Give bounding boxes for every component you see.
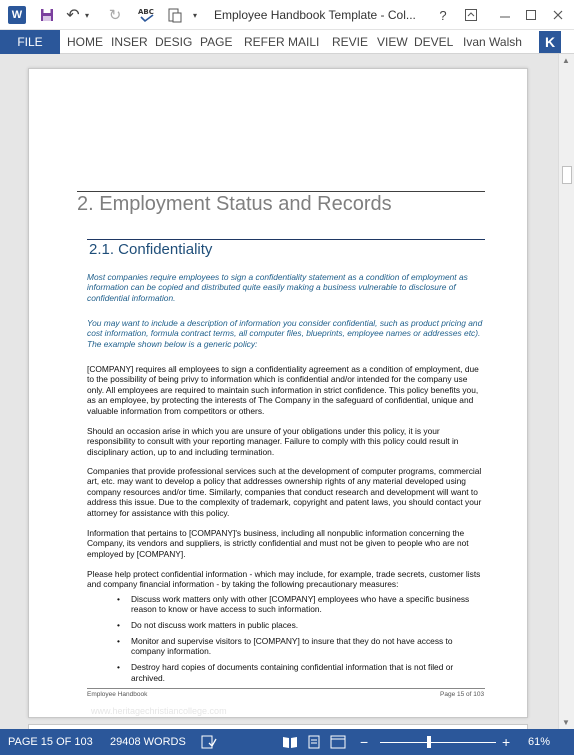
word-logo: W [8,6,26,24]
undo-icon[interactable]: ↶ [66,7,80,24]
body-paragraph: Information that pertains to [COMPANY]'s business, including all nonpublic information concerning the Company, its vendors and suppliers, is strictly confidential and must not be given to people who are not employed by [COMPANY]. [87,528,469,559]
heading-1: 2. Employment Status and Records [77,193,392,215]
word-count[interactable]: 29408 WORDS [110,736,186,748]
print-layout-icon[interactable] [306,735,322,752]
user-name[interactable]: Ivan Walsh [463,35,522,49]
tab-design[interactable]: DESIG [155,35,193,49]
ribbon-tabs [0,30,574,54]
tab-file[interactable]: FILE [0,30,60,54]
save-icon[interactable] [38,6,56,24]
zoom-in-button[interactable]: + [502,734,511,750]
tab-view[interactable]: VIEW [377,35,408,49]
body-paragraph: Should an occasion arise in which you are unsure of your obligations under this policy, it is your responsibility to consult with your reporting manager. Failure to comply with this policy could result in disciplinary action, up to and including termination. [87,426,459,457]
web-layout-icon[interactable] [330,735,346,752]
scroll-down-icon[interactable]: ▼ [562,718,570,727]
proofing-icon[interactable] [201,735,217,752]
paste-icon[interactable] [166,6,184,24]
minimize-icon[interactable] [496,6,514,24]
body-paragraph: [COMPANY] requires all employees to sign a confidentiality agreement as a condition of employment, due to the possibility of being privy to information which is confidential and/or intended for the company use only. All employees are required to maintain such information in strict confidence. This policy benefits you, as an employee, by protecting the interests of The Company in the safeguard of confidential, unique and valuable information from competitors or others. [87,364,479,416]
read-mode-icon[interactable] [282,735,298,752]
list-item-text: Destroy hard copies of documents containing confidential information that is not filed or archived. [131,662,454,683]
list-item [103,594,483,615]
svg-text:ABC: ABC [138,8,154,16]
ribbon-display-icon[interactable] [462,6,480,24]
customize-dropdown-icon[interactable]: ▾ [192,10,197,20]
avatar[interactable]: K [539,31,561,53]
list-item-text: Do not discuss work matters in public places. [131,620,299,631]
bullet-marker: • [117,636,120,646]
window-title: Employee Handbook Template - Col... [214,8,416,22]
footer-page-number: Page 15 of 103 [440,691,485,698]
title-bar [0,0,574,30]
bullet-marker: • [117,594,120,604]
help-icon[interactable]: ? [439,7,447,23]
footer-title: Employee Handbook [87,691,148,698]
spelling-icon[interactable] [136,6,158,24]
close-icon[interactable] [549,6,567,24]
footer-rule [87,688,485,689]
guidance-note: Most companies require employees to sign a confidentiality statement as a condition of employment as information can be copied and distributed quite easily making a business vulnerable to disclosure of confidential information. [87,272,468,303]
bullet-list [103,594,483,688]
tab-mailings[interactable]: MAILI [288,35,320,49]
scrollbar-thumb[interactable] [562,166,572,184]
bullet-marker: • [117,662,120,673]
zoom-out-button[interactable]: − [360,734,369,750]
tab-page-layout[interactable]: PAGE [200,35,233,49]
vertical-scrollbar[interactable] [558,54,574,729]
list-item [103,636,483,657]
zoom-slider[interactable] [380,742,496,743]
tab-home[interactable]: HOME [67,35,103,49]
tab-review[interactable]: REVIE [332,35,369,49]
maximize-icon[interactable] [522,6,540,24]
document-page[interactable] [28,68,528,718]
tab-references[interactable]: REFER [244,35,285,49]
heading1-rule [77,191,485,192]
document-workspace[interactable] [0,54,574,729]
page-count[interactable]: PAGE 15 OF 103 [8,736,93,748]
guidance-note: You may want to include a description of information you consider confidential, such as product pricing and cost information, formula contract terms, all computer files, blueprints, employee names or addresses etc). The example shown below is a generic policy: [87,318,483,349]
body-paragraph: Please help protect confidential information - which may include, for example, trade secrets, customer lists and company financial information - by taking the following precautionary measures: [87,569,481,590]
redo-icon[interactable]: ↻ [108,7,122,24]
status-bar [0,729,574,755]
tab-insert[interactable]: INSER [111,35,148,49]
zoom-slider-thumb[interactable] [427,736,431,748]
tab-developer[interactable]: DEVEL [414,35,454,49]
list-item-text: Discuss work matters only with other [COMPANY] employees who have a specific business reason to know or have access to such information. [131,594,470,615]
scroll-up-icon[interactable]: ▲ [562,56,570,65]
bullet-marker: • [117,620,120,631]
list-item-text: Monitor and supervise visitors to [COMPANY] to insure that they do not have access to company information. [131,636,453,657]
undo-dropdown-icon[interactable]: ▾ [84,10,89,20]
heading-2: 2.1. Confidentiality [89,241,213,258]
zoom-percent[interactable]: 61% [528,736,551,748]
watermark: www.heritagechristiancollege.com [91,706,227,716]
list-item [103,620,483,630]
heading2-rule [87,239,485,240]
body-paragraph: Companies that provide professional services such at the development of computer programs, commercial art, etc. may want to develop a policy that addresses ownership rights of any material developed using company resources and/or time. Similarly, companies that conduct research and development will want to address this issue. Due to the complexity of trademark, copyright and patent laws, you should contact your attorney for assistance with this policy. [87,466,482,518]
list-item [103,662,483,683]
